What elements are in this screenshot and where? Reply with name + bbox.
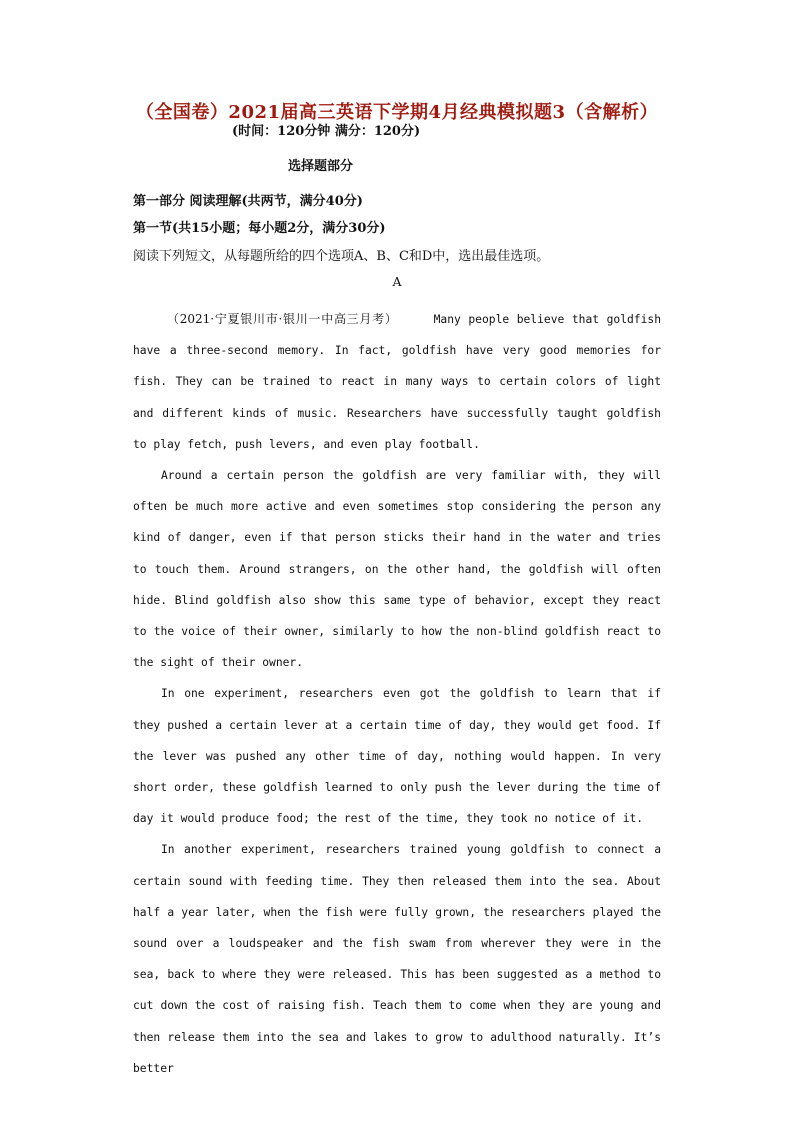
paragraph-3: In one experiment, researchers even got the goldfish to learn that if they pushed a certain lever at a certain time of day, they would get food. If the lever was pushed any other time of day, nothing would happen. In very short order, these goldfish learned to only push the lever during the time of day it would produce food; the rest of the time, they took no notice of it. xyxy=(133,687,661,826)
paragraph-1-text: Many people believe that goldfish have a three-second memory. In fact, goldfish have very good memories for fish. They can be trained to react in many ways to certain colors of light and different kinds of music. Researchers have successfully taught goldfish to play fetch, push levers, and even play football. xyxy=(133,313,661,451)
subpart-heading: 第一节(共15小题；每小题2分，满分30分) xyxy=(133,221,386,236)
passage-source: （2021·宁夏银川市·银川一中高三月考） xyxy=(167,312,398,326)
paragraph-1 xyxy=(133,304,661,460)
part-heading: 第一部分 阅读理解(共两节，满分40分) xyxy=(133,194,363,209)
instructions: 阅读下列短文，从每题所给的四个选项A、B、C和D中，选出最佳选项。 xyxy=(133,249,550,264)
passage-label: A xyxy=(392,274,402,289)
section-heading: 选择题部分 xyxy=(288,159,354,174)
exam-meta: (时间：120分钟 满分：120分) xyxy=(232,124,421,139)
document-title: （全国卷）2021届高三英语下学期4月经典模拟题3（含解析） xyxy=(135,102,659,123)
passage-body xyxy=(133,304,661,1084)
paragraph-2: Around a certain person the goldfish are very familiar with, they will often be much more active and even sometimes stop considering the person any kind of danger, even if that person sticks their hand in the water and tries to touch them. Around strangers, on the other hand, the goldfish will often hide. Blind goldfish also show this same type of behavior, except they react to the voice of their owner, similarly to how the non-blind goldfish react to the sight of their owner. xyxy=(133,469,661,670)
paragraph-4: In another experiment, researchers trained young goldfish to connect a certain sound with feeding time. They then released them into the sea. About half a year later, when the fish were fully grown, the researchers played the sound over a loudspeaker and the fish swam from wherever they were in the sea, back to where they were released. This has been suggested as a method to cut down the cost of raising fish. Teach them to come when they are young and then release them into the sea and lakes to grow to adulthood naturally. It’s better xyxy=(133,843,661,1075)
